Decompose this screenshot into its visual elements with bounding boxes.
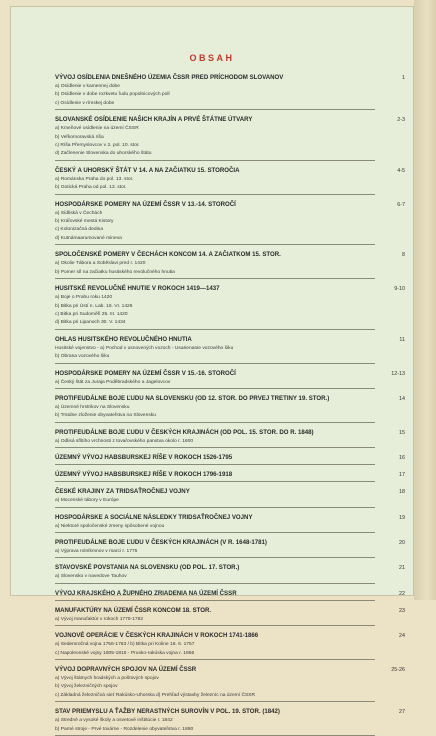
toc-subentry: d) Kutnámaarumované mineva [55, 235, 122, 241]
toc-entry-title: MANUFAKTÚRY NA ÚZEMÍ ČSSR KONCOM 18. STOR. [55, 606, 212, 614]
toc-subentry: a) Vývoj štátnych hradských a poštových spojov [55, 676, 159, 681]
toc-entry-title: ÚZEMNÝ VÝVOJ HABSBURSKEJ RÍŠE V ROKOCH 1796-1918 [55, 471, 233, 479]
toc-entry-title: HOSPODÁRSKE A SOCIÁLNE NÁSLEDKY TRIDSAŤROČNEJ VOJNY [55, 513, 253, 521]
toc-subentry: a) Výprava rolníkmnov v marci r. 1775 [55, 548, 138, 554]
entry-divider [55, 244, 375, 245]
toc-subentry: b) Osídlenie v dobe rozkvetu ľudu popolnicových polí [55, 92, 170, 98]
entry-divider [55, 464, 375, 465]
toc-subentry: b) Pomer síl na začiatku husitského revolučného hnutia [55, 269, 175, 275]
toc-entry [55, 563, 405, 573]
toc-subentry: d) Bitka pri Lipanoch 30. V. 1434 [55, 320, 126, 326]
toc-page-number: 21 [399, 565, 405, 572]
book-edge [414, 0, 436, 600]
page-title: OBSAH [189, 53, 235, 63]
toc-page-number: 19 [399, 514, 405, 521]
toc-page-number: 22 [399, 590, 405, 597]
toc-entry-title: VÝVOJ OSÍDLENIA DNEŠNÉHO ÚZEMIA ČSSR PRED PRÍCHODOM SLOVANOV [55, 74, 284, 81]
toc-subentry: a) Sídliská v Čechách [55, 210, 103, 216]
toc-subentry: b) Obrana vozového šiku [55, 354, 110, 360]
toc-page-number: 11 [399, 336, 405, 343]
toc-subentry: a) Slovensko v navedove Tauhov [55, 574, 127, 580]
toc-entry-title: STAVOVSKÉ POVSTANIA NA SLOVENSKU (OD POL. 17. STOR.) [55, 564, 240, 572]
toc-page-number: 23 [399, 607, 405, 614]
toc-subentry: b) Vývoj železničných spojov [55, 684, 118, 690]
toc-subentry: b) Parné stroje - Prvé továrne - Rozdelenie obyvateľstva r. 1890 [55, 726, 194, 732]
toc-subentry: a) Niektoré spoločenské zmeny spôsobené vojnou [55, 523, 165, 529]
toc-entry [55, 631, 405, 641]
entry-divider [55, 600, 375, 601]
toc-entry [55, 707, 405, 717]
entry-divider [55, 481, 375, 482]
toc-subentry: b) Gotická Praha od pol. 13. stor. [55, 185, 127, 191]
toc-entry-title: ČESKÝ A UHORSKÝ ŠTÁT V 14. A NA ZAČIATKU 15. STOROČIA [55, 166, 240, 174]
toc-subentry: a) Okolie Tábora a Sobĕslavi pred r. 1420 [55, 261, 146, 267]
toc-page-number: 18 [399, 489, 405, 496]
entry-divider [55, 278, 375, 279]
toc-entry-title: PROTIFEUDÁLNE BOJE ĽUDU V ČESKÝCH KRAJINÁCH (OD POL. 15. STOR. DO R. 1848) [55, 428, 314, 436]
toc-entry [55, 284, 405, 294]
entry-divider [55, 557, 375, 558]
toc-subentry: Husitské vojenstvo - a) Pochod v usnovených vozoch - Usarienanie vozového šiku [55, 345, 234, 351]
toc-entry-title: PROTIFEUDÁLNE BOJE ĽUDU NA SLOVENSKU (OD 12. STOR. DO PRVEJ TRETINY 19. STOR.) [55, 394, 330, 402]
toc-subentry: c) Bitka pri Sudoměři 25. III. 1420 [55, 311, 128, 317]
entry-divider [55, 329, 375, 330]
toc-subentry: a) Kmeňové osídlenie na území ČSSR [55, 126, 139, 132]
toc-entry-title: ČESKÉ KRAJINY ZA TRIDSAŤROČNEJ VOJNY [55, 488, 190, 496]
toc-entry-title: VÝVOJ DOPRAVNÝCH SPOJOV NA ÚZEMÍ ČSSR [55, 666, 197, 673]
toc-page-number: 2-3 [397, 117, 405, 124]
toc-entry [55, 538, 405, 548]
toc-entry-title: VÝVOJ KRAJSKÉHO A ŽUPNÉHO ZRIADENIA NA ÚZEMÍ ČSSR [55, 589, 237, 597]
toc-subentry: a) Sedemročná vojna 1756-1763 / b) Bitka pri Koline 18. 6. 1757 [55, 642, 195, 648]
toc-subentry: b) Trstdne zloženie obyvateľstva na Slovensku [55, 413, 156, 419]
toc-entry-title: ÚZEMNÝ VÝVOJ HABSBURSKEJ RÍŠE V ROKOCH 1526-1795 [55, 454, 233, 462]
toc-entry-title: HOSPODÁRSKE POMERY NA ÚZEMÍ ČSSR V 15.-16. STOROČÍ [55, 369, 236, 377]
toc-entry-title: HUSITSKÉ REVOLUČNÉ HNUTIE V ROKOCH 1419—1437 [55, 285, 220, 293]
entry-divider [55, 363, 375, 364]
toc-entry [55, 589, 405, 599]
toc-page-number: 17 [399, 472, 405, 479]
toc-entry-title: PROTIFEUDÁLNE BOJE ĽUDU V ČESKÝCH KRAJINÁCH (V R. 1648-1781) [55, 538, 267, 546]
toc-entry-title: HOSPODÁRSKE POMERY NA ÚZEMÍ ČSSR V 13.-14. STOROČÍ [55, 200, 236, 208]
toc-subentry: a) Mocenské tábory v Európe [55, 498, 119, 504]
entry-divider [55, 625, 375, 626]
toc-subentry: a) Románska Praha do pol. 13. stor. [55, 176, 134, 182]
entry-divider [55, 507, 375, 508]
toc-entry [55, 394, 405, 404]
entry-divider [55, 583, 375, 584]
toc-entry-title: OHLAS HUSITSKÉHO REVOLUČNÉHO HNUTIA [55, 335, 192, 343]
entry-divider [55, 388, 375, 389]
toc-entry [55, 513, 405, 523]
toc-subentry: a) Vývoj manufaktúr v rokoch 1775-1782 [55, 616, 144, 622]
toc-entry [55, 369, 405, 379]
toc-subentry: a) Osídlenie v kamennej dobe [55, 84, 120, 89]
toc-entry [55, 665, 405, 675]
toc-page-number: 6-7 [397, 201, 405, 208]
toc-entry [55, 470, 405, 480]
toc-page-number: 16 [399, 455, 405, 462]
toc-entry [55, 606, 405, 616]
toc-entry [55, 453, 405, 463]
toc-entry [55, 73, 405, 83]
toc-subentry: c) Napoleonské vojny 1805-1815 - Prusko-rakúska vojna r. 1866 [55, 650, 195, 656]
toc-subentry: b) Bitka pri Ústí n. Lab. 16. VI. 1426 [55, 303, 133, 309]
toc-page-number: 15 [399, 429, 405, 436]
toc-subentry: c) Kolonizačná dedina [55, 227, 104, 233]
toc-subentry: c) Základná železničná sieť Rakúsko-Uhorska d) Prehľad výstavby železníc na území ČSSR [55, 692, 256, 698]
toc-entry-title: SLOVANSKÉ OSÍDLENIE NAŠICH KRAJÍN A PRVÉ ŠTÁTNE ÚTVARY [55, 116, 253, 124]
toc-page-number: 12-13 [391, 370, 405, 377]
toc-subentry: b) Veľkomoravská ríša [55, 134, 104, 140]
toc-subentry: a) Boje o Prahu roku 1420 [55, 295, 113, 301]
toc-subentry: c) Osídlenie v rímskej dobe [55, 100, 115, 106]
toc-entry [55, 428, 405, 438]
entry-divider [55, 659, 375, 660]
toc-page-number: 25-26 [391, 667, 405, 673]
entry-divider [55, 109, 375, 110]
toc-entry-title: SPOLOČENSKÉ POMERY V ČECHÁCH KONCOM 14. A ZAČIATKOM 15. STOR. [55, 251, 281, 259]
toc-subentry: d) Začlenenie Slovenska do uhorského štátu [55, 151, 152, 157]
toc-page-number: 27 [399, 709, 405, 716]
entry-divider [55, 532, 375, 533]
toc-page-number: 8 [402, 252, 405, 259]
entry-divider [55, 701, 375, 702]
toc-subentry: a) Český štát za Juraja Poděbradského a Jagelovcov [55, 379, 171, 385]
toc-entry [55, 250, 405, 260]
toc-entry [55, 200, 405, 210]
toc-subentry: b) Kráľovské mestá Kistory [55, 219, 114, 225]
toc-subentry: c) Ríša Přemyslovcov v 2. pol. 10. stor. [55, 143, 140, 149]
toc-subentry: a) Územné hrstrikov na Slovensku [55, 404, 130, 410]
toc-page-number: 24 [399, 633, 405, 640]
toc-subentry: a) Odlisá sfštiho vrchnosti z tovaŕovského panstva okolo r. 1600 [55, 438, 194, 444]
toc-subentry: a) Stredné a vysoké školy a osvetové inštitúcie r. 1842 [55, 718, 173, 724]
contents-page [10, 6, 414, 732]
toc-page-number: 9-10 [394, 286, 405, 293]
entry-divider [55, 447, 375, 448]
toc-entry-title: VOJNOVÉ OPERÁCIE V ČESKÝCH KRAJINÁCH V ROKOCH 1741-1866 [55, 632, 259, 640]
toc-entry [55, 487, 405, 497]
toc-page-number: 1 [402, 75, 405, 81]
entry-divider [55, 160, 375, 161]
toc-entry-title: STAV PRIEMYSLU A ŤAŽBY NERASTNÝCH SUROVÍN V POL. 19. STOR. (1842) [55, 708, 280, 716]
toc-page-number: 20 [399, 539, 405, 546]
toc-entry [55, 166, 405, 176]
entry-divider [55, 422, 375, 423]
toc-entry [55, 335, 405, 345]
toc-entry [55, 115, 405, 125]
toc-page-number: 14 [399, 395, 405, 402]
toc-page-number: 4-5 [397, 167, 405, 174]
entry-divider [55, 194, 375, 195]
table-of-contents [55, 73, 405, 736]
